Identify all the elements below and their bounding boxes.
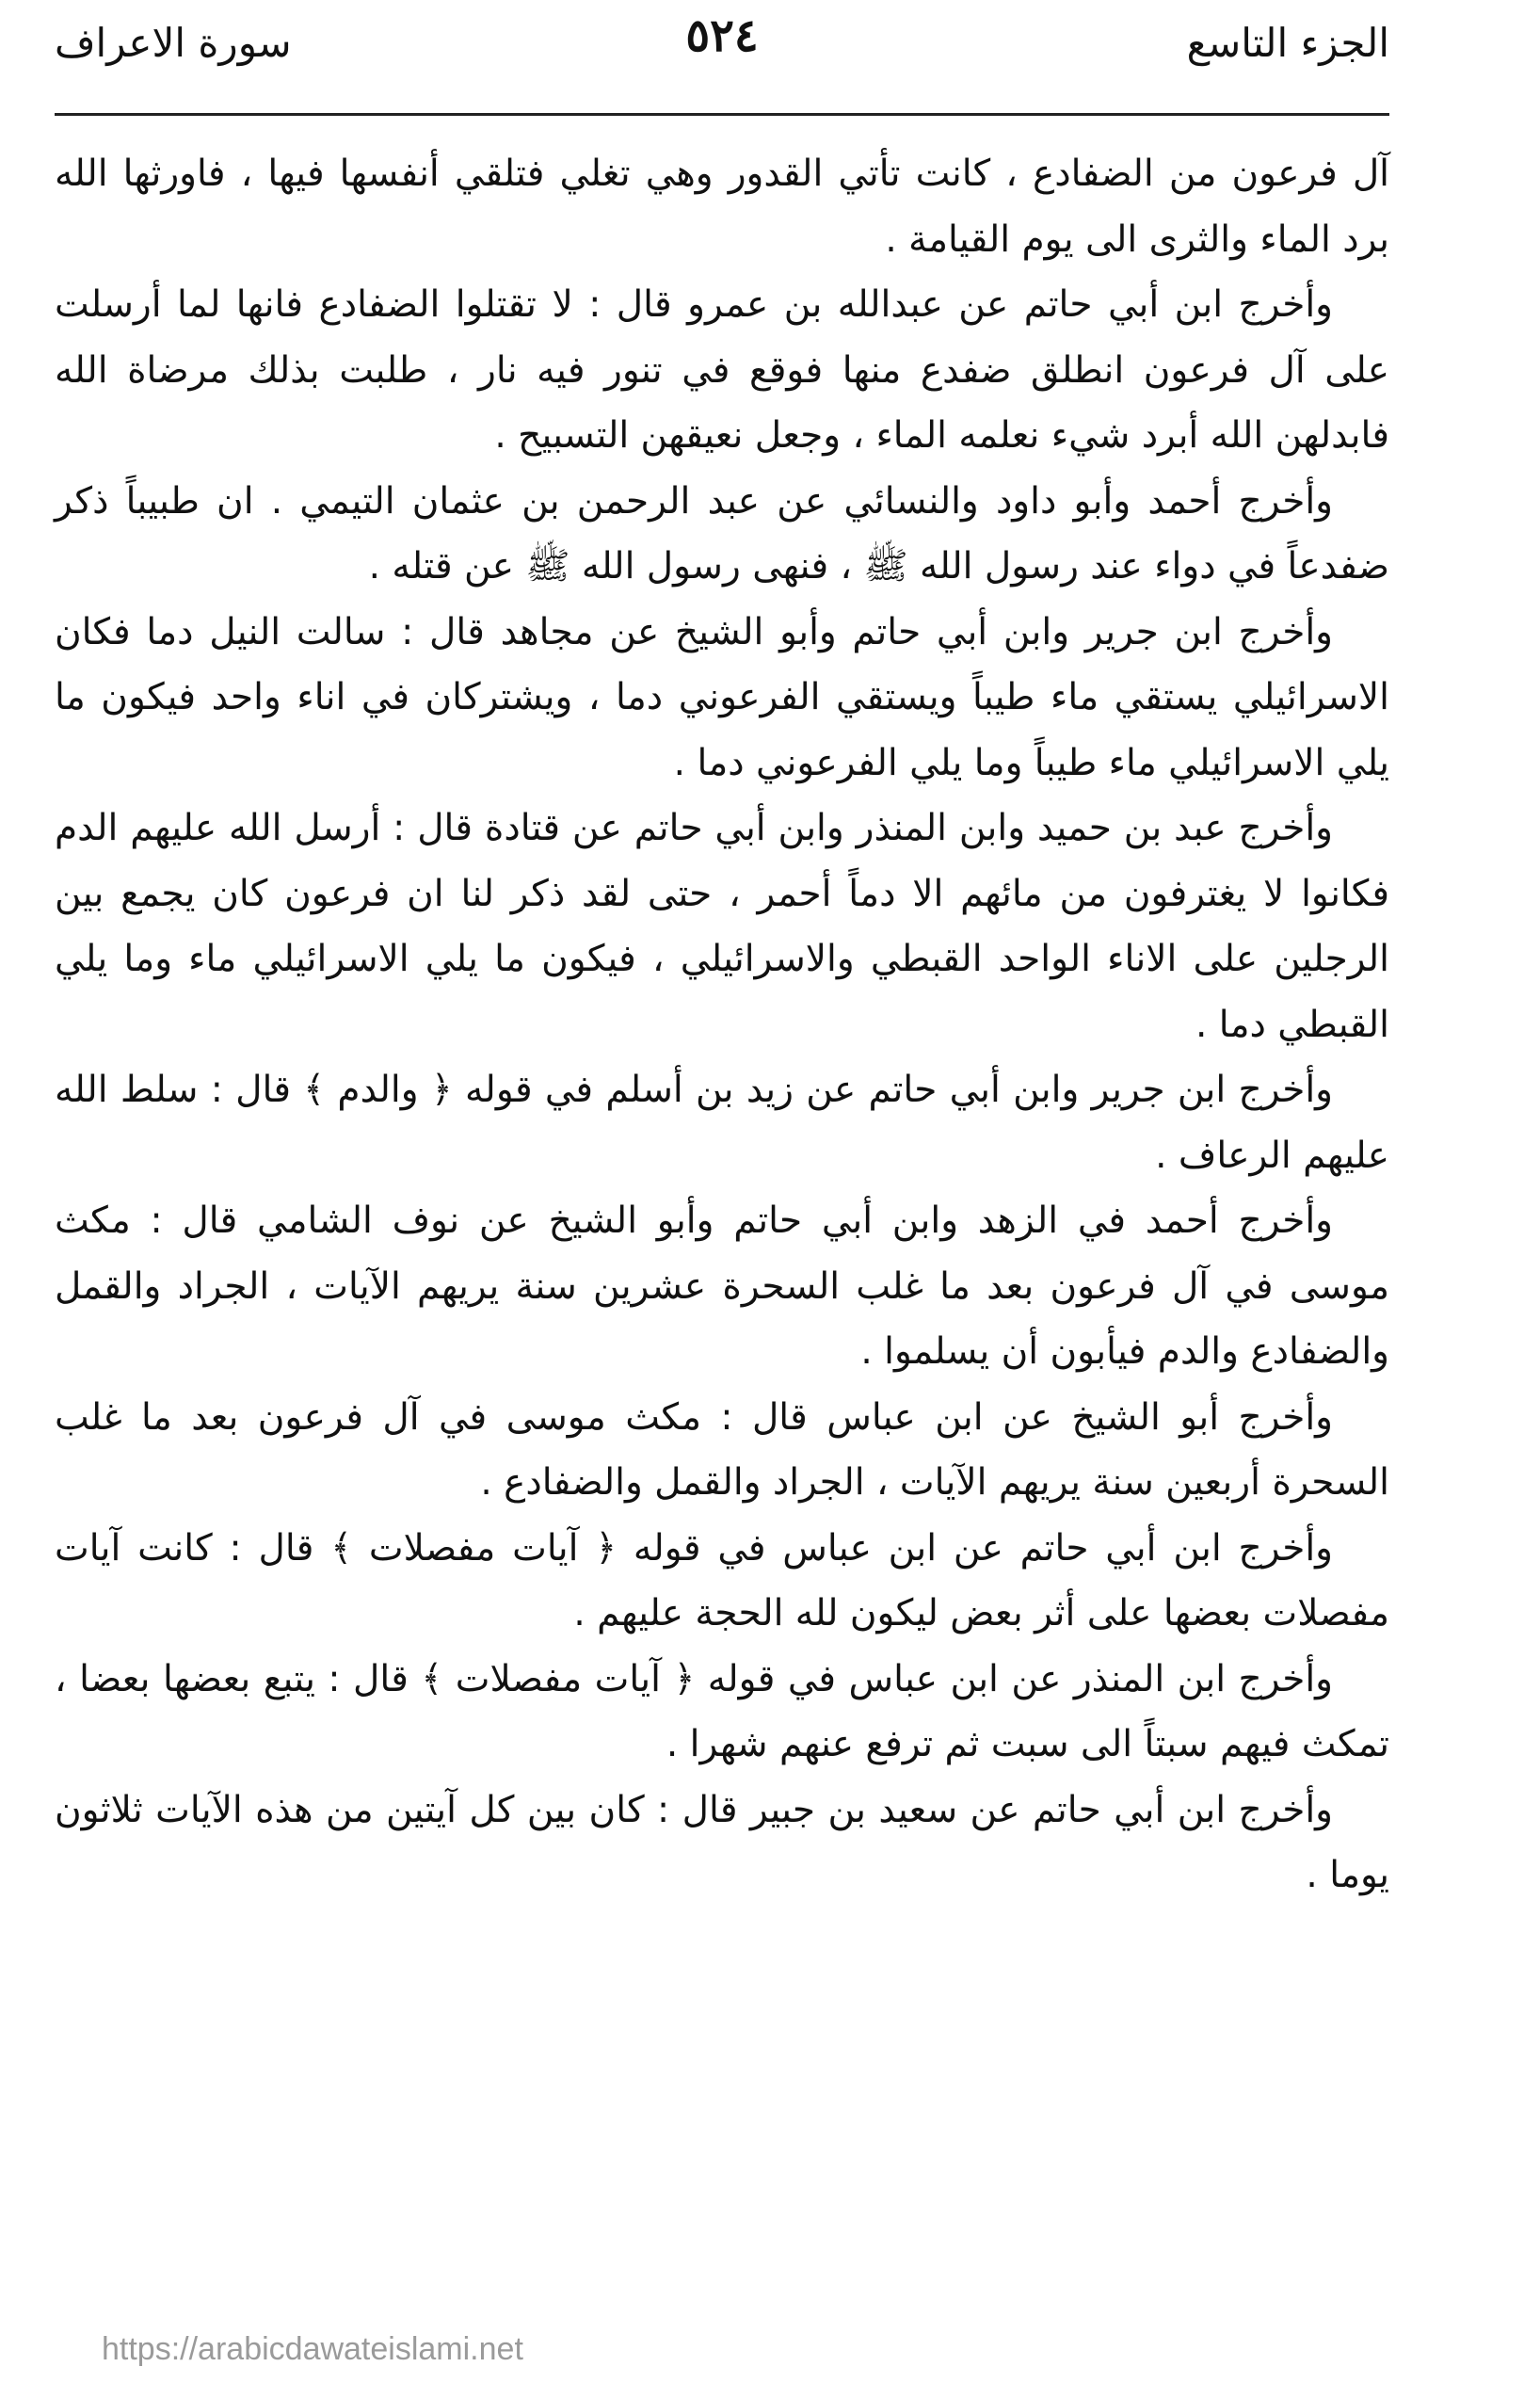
paragraph: آل فرعون من الضفادع ، كانت تأتي القدور وهي تغلي فتلقي أنفسها فيها ، فاورثها الله برد الماء والثرى الى يوم القيامة . — [55, 153, 1389, 261]
paragraph: وأخرج أحمد وأبو داود والنسائي عن عبد الرحمن بن عثمان التيمي . ان طبيباً ذكر ضفدعاً في دواء عند رسول الله ﷺ ، فنهى رسول الله ﷺ عن قتله . — [55, 479, 1389, 588]
paragraph: وأخرج أبو الشيخ عن ابن عباس قال : مكث موسى في آل فرعون بعد ما غلب السحرة أربعين سنة يريهم الآيات ، الجراد والقمل والضفادع . — [55, 1395, 1389, 1504]
paragraph: وأخرج أحمد في الزهد وابن أبي حاتم وأبو الشيخ عن نوف الشامي قال : مكث موسى في آل فرعون بعد ما غلب السحرة عشرين سنة يريهم الآيات ، الجراد والقمل والضفادع والدم فيأبون أن يسلموا . — [55, 1200, 1389, 1373]
paragraph: وأخرج ابن أبي حاتم عن سعيد بن جبير قال : كان بين كل آيتين من هذه الآيات ثلاثون يوما . — [55, 1788, 1389, 1896]
paragraph: وأخرج ابن المنذر عن ابن عباس في قوله ﴿ آيات مفصلات ﴾ قال : يتبع بعضها بعضا ، تمكث فيهم سبتاً الى سبت ثم ترفع عنهم شهرا . — [55, 1657, 1389, 1765]
page-header — [55, 8, 1389, 111]
watermark-url: https://arabicdawateislami.net — [102, 2331, 523, 2367]
body-text — [55, 141, 1389, 1908]
part-title: الجزء التاسع — [1186, 20, 1389, 66]
paragraph: وأخرج ابن أبي حاتم عن عبدالله بن عمرو قال : لا تقتلوا الضفادع فانها لما أرسلت على آل فرعون انطلق ضفدع منها فوقع في تنور فيه نار ، طلبت بذلك مرضاة الله فابدلهن الله أبرد شيء نعلمه الماء ، وجعل نعيقهن التسبيح . — [55, 283, 1389, 457]
paragraph: وأخرج ابن جرير وابن أبي حاتم وأبو الشيخ عن مجاهد قال : سالت النيل دما فكان الاسرائيلي يستقي ماء طيباً ويستقي الفرعوني دما ، ويشتركان في اناء واحد فيكون ما يلي الاسرائيلي ماء طيباً وما يلي الفرعوني دما . — [55, 610, 1389, 784]
paragraph: وأخرج ابن أبي حاتم عن ابن عباس في قوله ﴿ آيات مفصلات ﴾ قال : كانت آيات مفصلات بعضها على أثر بعض ليكون لله الحجة عليهم . — [55, 1526, 1389, 1634]
paragraph: وأخرج عبد بن حميد وابن المنذر وابن أبي حاتم عن قتادة قال : أرسل الله عليهم الدم فكانوا لا يغترفون من مائهم الا دماً أحمر ، حتى لقد ذكر لنا ان فرعون كان يجمع بين الرجلين على الاناء الواحد القبطي والاسرائيلي ، فيكون ما يلي الاسرائيلي ماء وما يلي القبطي دما . — [55, 807, 1389, 1046]
paragraph: وأخرج ابن جرير وابن أبي حاتم عن زيد بن أسلم في قوله ﴿ والدم ﴾ قال : سلط الله عليهم الرعاف . — [55, 1069, 1389, 1177]
header-divider — [55, 113, 1389, 116]
page-number: ٥٢٤ — [685, 9, 759, 62]
surah-title: سورة الاعراف — [55, 20, 292, 66]
